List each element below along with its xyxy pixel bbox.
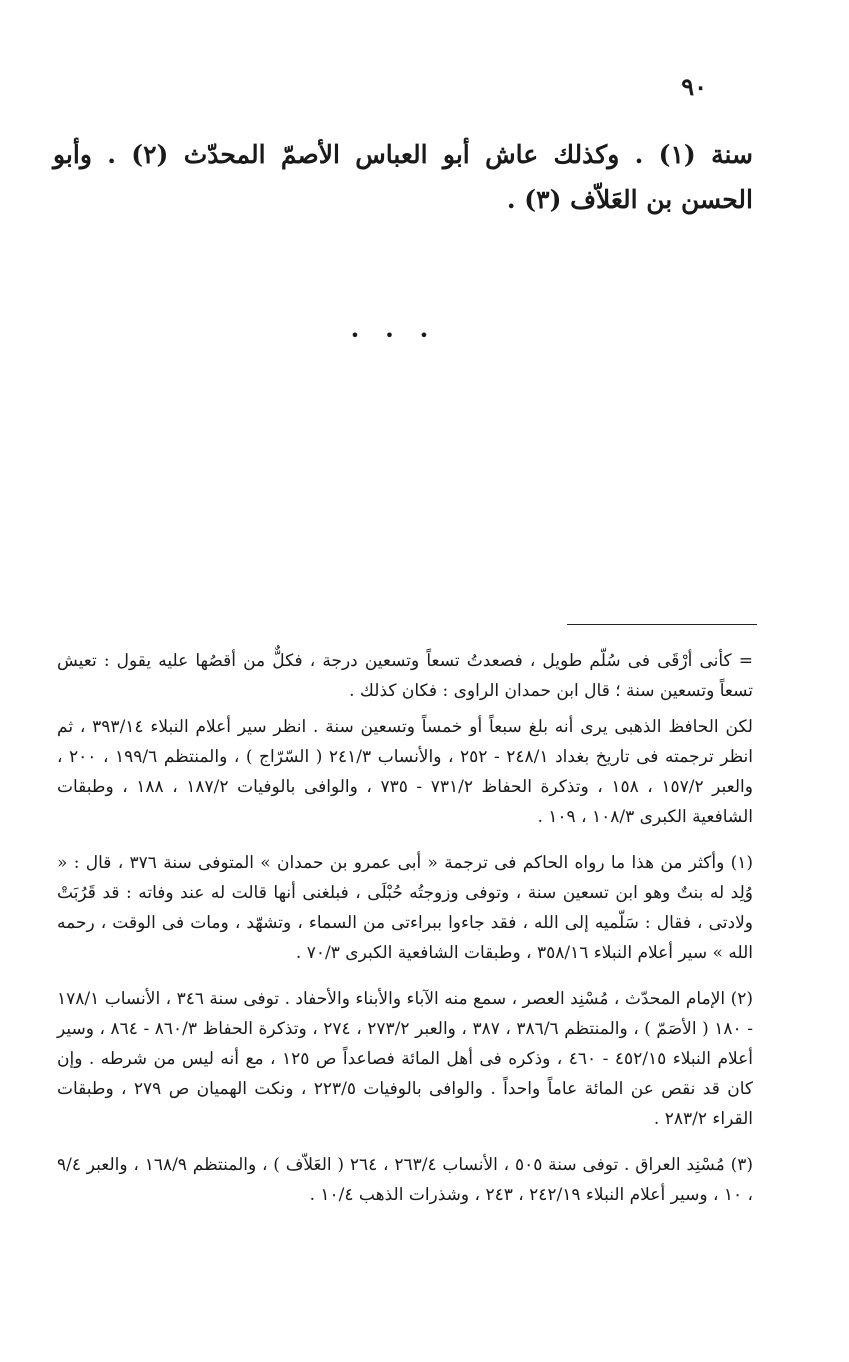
footnotes xyxy=(57,646,753,1226)
footnote-continuation: = كأنى أرْقَى فى سُلّم طويل ، فصعدتُ تسعاً وتسعين درجة ، فكلٌّ من أقصُها عليه يقول : تعيش تسعاً وتسعين سنة ؛ قال ابن حمدان الراوى : فكان كذلك . xyxy=(57,651,753,701)
footnote-dhahabi-note: لكن الحافظ الذهبى يرى أنه بلغ سبعاً أو خمساً وتسعين سنة . انظر سير أعلام النبلاء ٣٩٣/١٤ ، ثم انظر ترجمته فى تاريخ بغداد ٢٤٨/١ - ٢٥٢ ، والأنساب ٢٤١/٣ ( السّرّاج ) ، والمنتظم ١٩٩/٦ ، ٢٠٠ ، والعبر ١٥٧/٢ ، ١٥٨ ، وتذكرة الحفاظ ٧٣١/٢ - ٧٣٥ ، والوافى بالوفيات ١٨٧/٢ ، ١٨٨ ، وطبقات الشافعية الكبرى ١٠٨/٣ ، ١٠٩ . xyxy=(57,717,753,827)
footnote-divider xyxy=(567,624,757,625)
footnote-3: (٣) مُسْنِد العراق . توفى سنة ٥٠٥ ، الأنساب ٢٦٣/٤ ، ٢٦٤ ( العَلاّف ) ، والمنتظم ١٦٨/٩ ، والعبر ٩/٤ ، ١٠ ، وسير أعلام النبلاء ٢٤٢/١٩ ، ٢٤٣ ، وشذرات الذهب ١٠/٤ . xyxy=(57,1155,753,1205)
main-text: سنة (١) . وكذلك عاش أبو العباس الأصمّ المحدّث (٢) . وأبو الحسن بن العَلاّف (٣) . xyxy=(53,140,753,214)
section-separator: • • • xyxy=(350,326,439,345)
footnote-2: (٢) الإمام المحدّث ، مُسْنِد العصر ، سمع منه الآباء والأبناء والأحفاد . توفى سنة ٣٤٦ ، الأنساب ١٧٨/١ - ١٨٠ ( الأصَمّ ) ، والمنتظم ٣٨٦/٦ ، ٣٨٧ ، والعبر ٢٧٣/٢ ، ٢٧٤ ، وتذكرة الحفاظ ٨٦٠/٣ - ٨٦٤ ، وسير أعلام النبلاء ٤٥٢/١٥ - ٤٦٠ ، وذكره فى أهل المائة فصاعداً ص ١٢٥ ، مع أنه ليس من شرطه . وإن كان قد نقص عن المائة عاماً واحداً . والوافى بالوفيات ٢٢٣/٥ ، ونكت الهميان ص ٢٧٩ ، وطبقات القراء ٢٨٣/٢ . xyxy=(57,989,753,1129)
page-number: ٩٠ xyxy=(681,72,707,101)
footnote-1: (١) وأكثر من هذا ما رواه الحاكم فى ترجمة « أبى عمرو بن حمدان » المتوفى سنة ٣٧٦ ، قال : « وُلِد له بنتٌ وهو ابن تسعين سنة ، وتوفى وزوجتُه حُبْلَى ، فبلغنى أنها قالت له عند وفاته : قد قَرُبَتْ ولادتى ، فقال : سَلّميه إلى الله ، فقد جاءوا ببراءتى من السماء ، وتشهّد ، ومات فى الوقت ، رحمه الله » سير أعلام النبلاء ٣٥٨/١٦ ، وطبقات الشافعية الكبرى ٧٠/٣ . xyxy=(57,853,753,963)
